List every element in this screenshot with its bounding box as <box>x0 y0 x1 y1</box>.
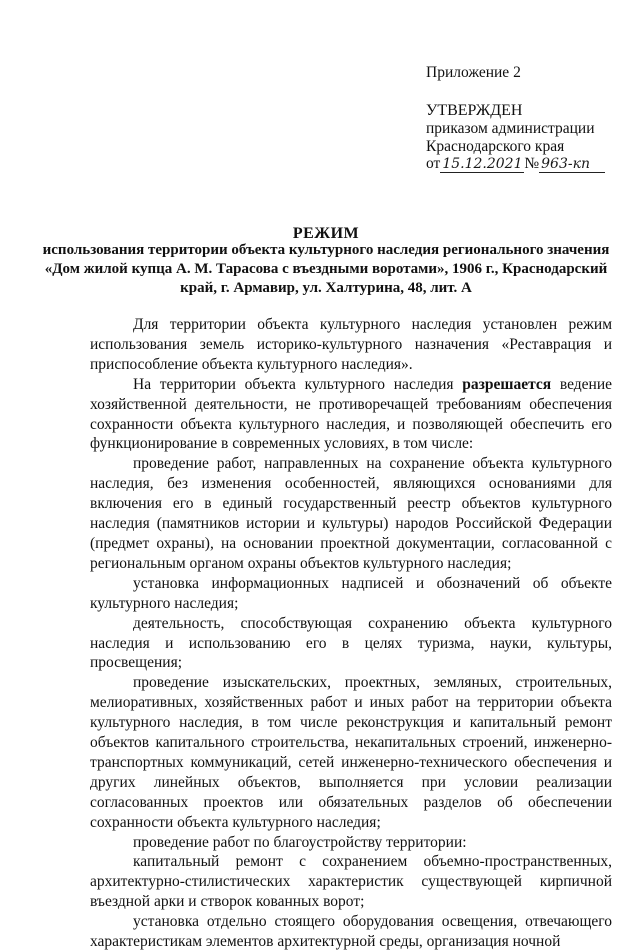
approved-label: УТВЕРЖДЕН <box>426 102 523 119</box>
paragraph <box>90 375 612 455</box>
list-item: проведение работ, направленных на сохранение объекта культурного наследия, без изменения особенностей, являющихся основаниями для включения его в единый государственный реестр объектов культурного наследия (памятников истории и культуры) народов Российской Федерации (предмет охраны), на основании проектной документации, согласованной с региональным органом охраны объектов культурного наследия; <box>90 455 612 572</box>
list-item: деятельность, способствующая сохранению объекта культурного наследия и использованию его в целях туризма, науки, культуры, просвещения; <box>90 614 612 672</box>
order-line: приказом администрации <box>426 120 595 137</box>
paragraph: Для территории объекта культурного наследия установлен режим использования земель историко-культурного назначения «Реставрация и приспособление объекта культурного наследия». <box>90 316 612 373</box>
number-prefix: № <box>524 155 540 172</box>
sub-list-item: установка отдельно стоящего оборудования освещения, отвечающего характеристикам элементов архитектурной среды, организация ночной <box>90 913 612 951</box>
handwritten-date: 15.12.2021 <box>442 156 523 172</box>
emphasis-text: разрешается <box>462 375 552 393</box>
paragraph-text: ведение хозяйственной деятельности, не противоречащей требованиям обеспечения сохранности объекта культурного наследия, и позволяющей обеспечить его функционирование в современных условиях, в том числе: <box>90 375 613 453</box>
list-item: установка информационных надписей и обозначений об объекте культурного наследия; <box>90 574 612 612</box>
region-line: Краснодарского края <box>426 138 565 155</box>
appendix-label: Приложение 2 <box>426 64 521 81</box>
paragraph-text: На территории объекта культурного наследия <box>133 375 463 393</box>
sub-list-item: капитальный ремонт с сохранением объемно-пространственных, архитектурно-стилистических характеристик существующей кирпичной въездной арки и створок кованных ворот; <box>90 853 612 911</box>
document-title: РЕЖИМ <box>292 225 360 242</box>
list-item: проведение изыскательских, проектных, земляных, строительных, мелиоративных, хозяйственных работ и иных работ на территории объекта культурного наследия, в том числе реконструкция и капитальный ремонт объектов капитального строительства, некапитальных строений, инженерно-транспортных коммуникаций, сетей инженерно-технического обеспечения и других линейных объектов, выполняется при условии реализации согласованных проектов или обязательных разделов об обеспечении сохранности объекта культурного наследия; <box>90 674 612 831</box>
list-item: проведение работ по благоустройству территории: <box>133 833 467 851</box>
document-subtitle: использования территории объекта культурного наследия регионального значения «Дом жилой купца А. М. Тарасова с въездными воротами», 1906 г., Краснодарский край, г. Армавир, ул. Халтурина, 48, лит. А <box>42 242 610 296</box>
date-number-line <box>426 155 605 173</box>
date-prefix: от <box>426 155 441 172</box>
handwritten-number: 963-кп <box>539 156 605 173</box>
document-body <box>90 315 612 952</box>
